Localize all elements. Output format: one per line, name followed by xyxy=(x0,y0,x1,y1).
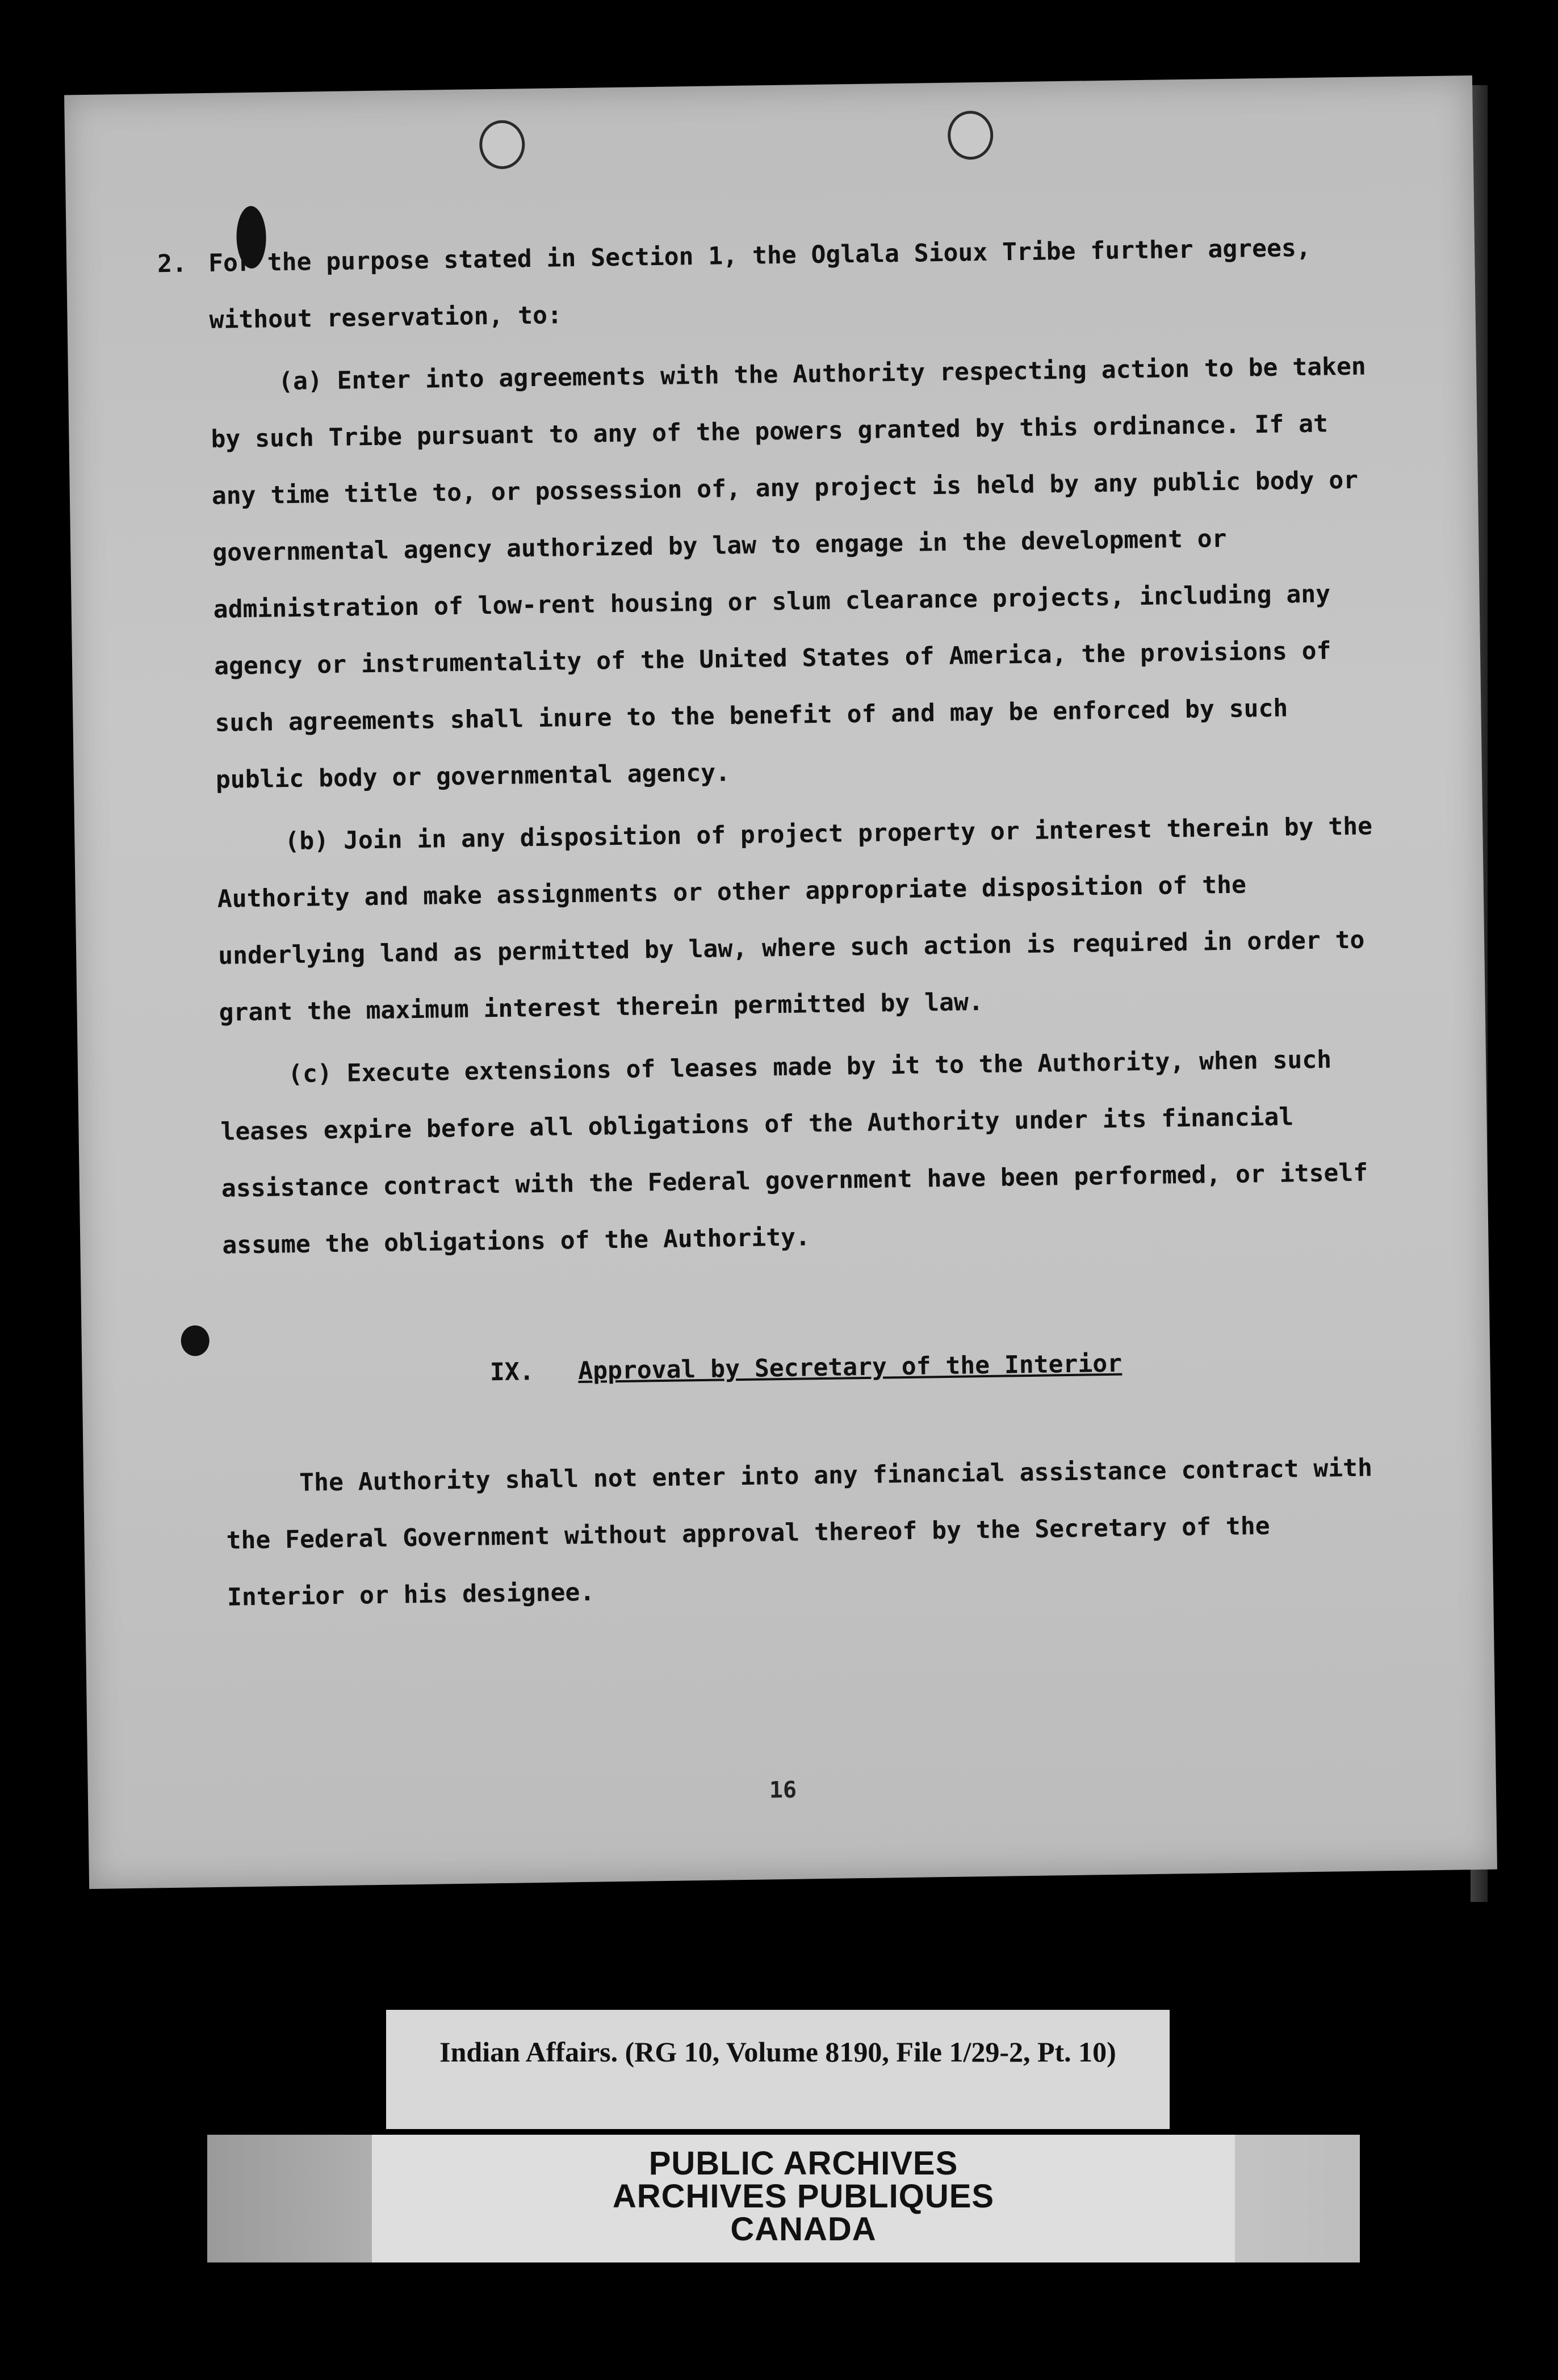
archive-stamp xyxy=(207,2135,1360,2262)
intro-line-1: For the purpose stated in Section 1, the Oglala Sioux Tribe further agrees, xyxy=(208,233,1312,278)
ink-blot-margin xyxy=(181,1325,210,1356)
section-ix-heading xyxy=(224,1331,1388,1405)
punch-hole-left xyxy=(479,120,525,169)
intro-paragraph xyxy=(157,219,1374,349)
archive-reference-label xyxy=(386,2010,1170,2129)
section-ix-title: Approval by Secretary of the Interior xyxy=(577,1349,1123,1386)
document-page xyxy=(64,76,1497,1889)
clause-b: (b) Join in any disposition of project property or interest therein by the Authority and make assignments or other appropriate disposition of the underlying land as permitted by law, where such action is required in order to grant the maximum interest therein permitted by law. xyxy=(217,812,1373,1027)
page-number: 16 xyxy=(769,1776,797,1804)
stamp-line-1: PUBLIC ARCHIVES xyxy=(648,2145,958,2182)
section-ix-body: The Authority shall not enter into any financial assistance contract with the Federal Government without approval thereof by the Secretary of the Interior or his designee. xyxy=(226,1453,1373,1612)
archive-stamp-card xyxy=(372,2135,1235,2262)
archive-reference-text: Indian Affairs. (RG 10, Volume 8190, File 1/29-2, Pt. 10) xyxy=(439,2036,1116,2068)
stamp-line-3: CANADA xyxy=(730,2211,877,2248)
clause-a: (a) Enter into agreements with the Authority respecting action to be taken by such Tribe pursuant to any of the powers granted by this ordinance. If at any time title to, or possession of, any project is held by any public body or governmental agency authorized by law to engage in the development or administration of low-rent housing or slum clearance projects, including any agency or instrumentality of the United States of America, the provisions of such agreements shall inure to the benefit of and may be enforced by such public body or governmental agency. xyxy=(211,352,1367,794)
punch-hole-right xyxy=(948,111,994,160)
document-body xyxy=(157,219,1392,1625)
section-ix-number: IX. xyxy=(489,1357,534,1387)
item-number: 2. xyxy=(157,249,187,279)
clause-c: (c) Execute extensions of leases made by it to the Authority, when such leases expire before all obligations of the Authority under its financial assistance contract with the Federal government have been performed, or itself assume the obligations of the Authority. xyxy=(220,1045,1368,1260)
archive-stamp-text xyxy=(372,2147,1235,2246)
stamp-line-2: ARCHIVES PUBLIQUES xyxy=(612,2178,995,2215)
intro-line-2: without reservation, to: xyxy=(209,301,563,334)
